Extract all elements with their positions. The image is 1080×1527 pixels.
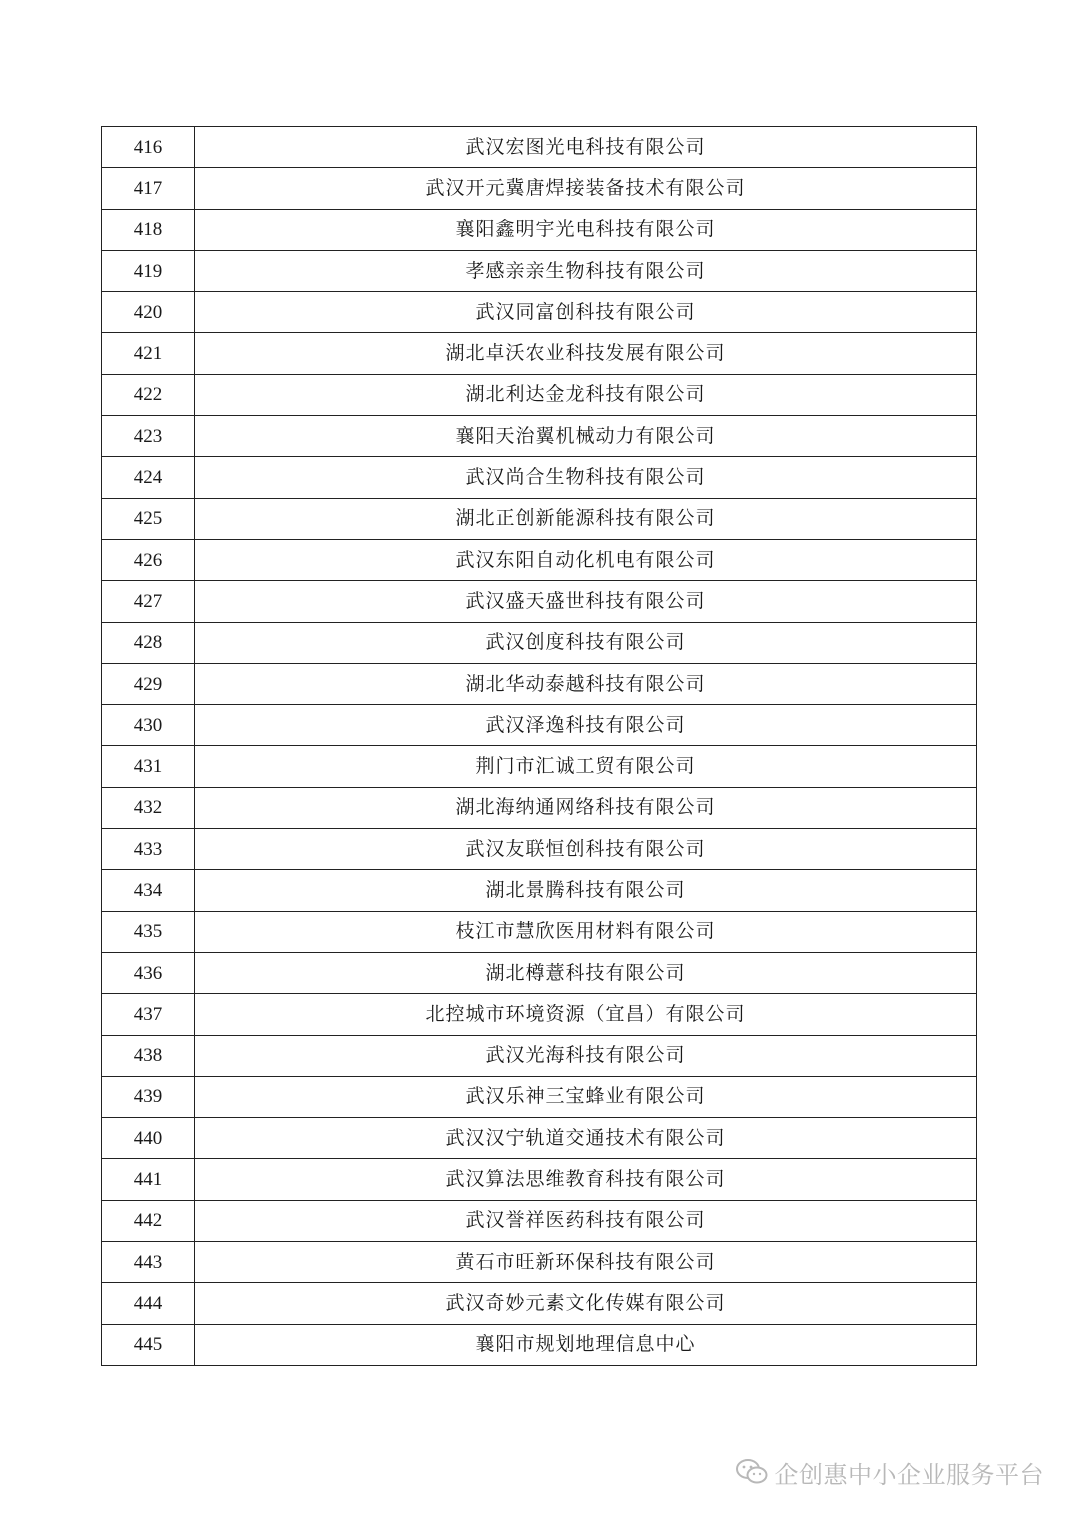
- company-list-table: [101, 126, 977, 1366]
- table-row: [102, 663, 977, 704]
- table-row: [102, 127, 977, 168]
- row-number: 438: [102, 1035, 195, 1076]
- row-number: 418: [102, 209, 195, 250]
- row-number: 416: [102, 127, 195, 168]
- table-row: [102, 1118, 977, 1159]
- company-name: 湖北正创新能源科技有限公司: [195, 498, 977, 539]
- company-name: 武汉友联恒创科技有限公司: [195, 829, 977, 870]
- table-row: [102, 416, 977, 457]
- company-name: 襄阳天治翼机械动力有限公司: [195, 416, 977, 457]
- row-number: 435: [102, 911, 195, 952]
- wechat-icon: [735, 1457, 769, 1487]
- table-row: [102, 292, 977, 333]
- company-name: 襄阳市规划地理信息中心: [195, 1324, 977, 1365]
- row-number: 432: [102, 787, 195, 828]
- row-number: 442: [102, 1200, 195, 1241]
- table-row: [102, 209, 977, 250]
- row-number: 440: [102, 1118, 195, 1159]
- company-name: 武汉光海科技有限公司: [195, 1035, 977, 1076]
- table-row: [102, 1283, 977, 1324]
- company-name: 北控城市环境资源（宜昌）有限公司: [195, 994, 977, 1035]
- row-number: 417: [102, 168, 195, 209]
- row-number: 423: [102, 416, 195, 457]
- table-row: [102, 457, 977, 498]
- company-name: 湖北景腾科技有限公司: [195, 870, 977, 911]
- table-row: [102, 1159, 977, 1200]
- row-number: 421: [102, 333, 195, 374]
- company-name: 武汉盛天盛世科技有限公司: [195, 581, 977, 622]
- company-name: 黄石市旺新环保科技有限公司: [195, 1242, 977, 1283]
- company-name: 武汉同富创科技有限公司: [195, 292, 977, 333]
- row-number: 429: [102, 663, 195, 704]
- company-list-body: [102, 127, 977, 1366]
- row-number: 434: [102, 870, 195, 911]
- company-name: 湖北利达金龙科技有限公司: [195, 374, 977, 415]
- row-number: 431: [102, 746, 195, 787]
- row-number: 426: [102, 539, 195, 580]
- table-row: [102, 539, 977, 580]
- table-row: [102, 1076, 977, 1117]
- company-name: 武汉泽逸科技有限公司: [195, 705, 977, 746]
- table-row: [102, 746, 977, 787]
- company-name: 孝感亲亲生物科技有限公司: [195, 250, 977, 291]
- row-number: 433: [102, 829, 195, 870]
- table-row: [102, 168, 977, 209]
- row-number: 419: [102, 250, 195, 291]
- company-name: 武汉算法思维教育科技有限公司: [195, 1159, 977, 1200]
- company-name: 武汉尚合生物科技有限公司: [195, 457, 977, 498]
- table-row: [102, 1035, 977, 1076]
- company-name: 武汉创度科技有限公司: [195, 622, 977, 663]
- row-number: 430: [102, 705, 195, 746]
- table-row: [102, 581, 977, 622]
- row-number: 428: [102, 622, 195, 663]
- row-number: 436: [102, 952, 195, 993]
- company-name: 襄阳鑫明宇光电科技有限公司: [195, 209, 977, 250]
- table-row: [102, 374, 977, 415]
- table-row: [102, 994, 977, 1035]
- row-number: 424: [102, 457, 195, 498]
- row-number: 437: [102, 994, 195, 1035]
- row-number: 427: [102, 581, 195, 622]
- table-row: [102, 1200, 977, 1241]
- row-number: 422: [102, 374, 195, 415]
- table-row: [102, 870, 977, 911]
- row-number: 441: [102, 1159, 195, 1200]
- company-name: 湖北海纳通网络科技有限公司: [195, 787, 977, 828]
- table-row: [102, 952, 977, 993]
- company-name: 武汉奇妙元素文化传媒有限公司: [195, 1283, 977, 1324]
- table-row: [102, 1324, 977, 1365]
- row-number: 425: [102, 498, 195, 539]
- row-number: 443: [102, 1242, 195, 1283]
- table-row: [102, 333, 977, 374]
- table-row: [102, 250, 977, 291]
- table-row: [102, 705, 977, 746]
- company-name: 荆门市汇诚工贸有限公司: [195, 746, 977, 787]
- table-row: [102, 829, 977, 870]
- company-name: 湖北卓沃农业科技发展有限公司: [195, 333, 977, 374]
- company-name: 武汉誉祥医药科技有限公司: [195, 1200, 977, 1241]
- row-number: 444: [102, 1283, 195, 1324]
- table-row: [102, 1242, 977, 1283]
- company-name: 武汉宏图光电科技有限公司: [195, 127, 977, 168]
- company-name: 湖北樽薏科技有限公司: [195, 952, 977, 993]
- company-name: 湖北华动泰越科技有限公司: [195, 663, 977, 704]
- watermark-text: 企创惠中小企业服务平台: [774, 1460, 1044, 1489]
- watermark: [735, 1452, 1045, 1492]
- table-row: [102, 498, 977, 539]
- row-number: 439: [102, 1076, 195, 1117]
- table-row: [102, 787, 977, 828]
- table-row: [102, 622, 977, 663]
- company-name: 武汉开元冀唐焊接装备技术有限公司: [195, 168, 977, 209]
- company-name: 武汉汉宁轨道交通技术有限公司: [195, 1118, 977, 1159]
- company-name: 武汉东阳自动化机电有限公司: [195, 539, 977, 580]
- row-number: 445: [102, 1324, 195, 1365]
- row-number: 420: [102, 292, 195, 333]
- company-name: 武汉乐神三宝蜂业有限公司: [195, 1076, 977, 1117]
- company-name: 枝江市慧欣医用材料有限公司: [195, 911, 977, 952]
- table-row: [102, 911, 977, 952]
